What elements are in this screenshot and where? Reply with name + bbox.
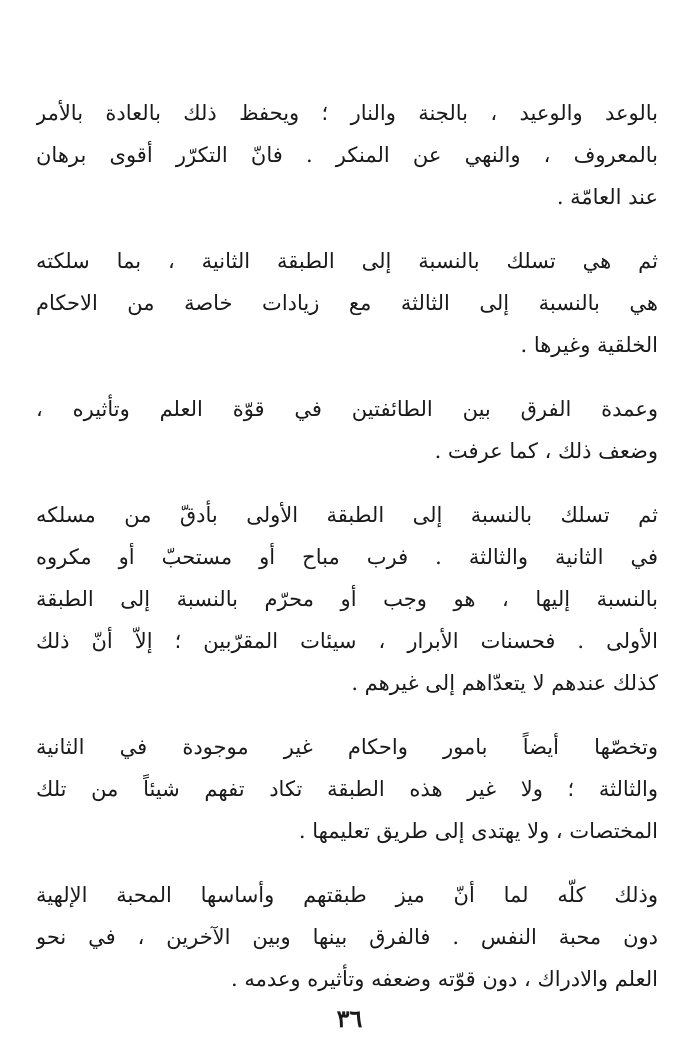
paragraph-1	[36, 92, 658, 218]
paragraph-2	[36, 240, 658, 366]
text-line: الخلقية وغيرها .	[520, 333, 658, 357]
text-line: عند العامّة .	[556, 185, 658, 209]
page-body	[36, 92, 658, 1022]
text-line: هي بالنسبة إلى الثالثة مع زيادات خاصة من الاحكام	[36, 291, 658, 315]
text-line: والثالثة ؛ ولا غير هذه الطبقة تكاد تفهم شيئاً من تلك	[36, 777, 658, 801]
text-line: بالوعد والوعيد ، بالجنة والنار ؛ ويحفظ ذلك بالعادة بالأمر	[36, 101, 658, 125]
text-line: الأولى . فحسنات الأبرار ، سيئات المقرّبين ؛ إلاّ أنّ ذلك	[36, 629, 658, 653]
text-line: وتخصّها أيضاً بامور واحكام غير موجودة في الثانية	[36, 735, 658, 759]
text-line: في الثانية والثالثة . فرب مباح أو مستحبّ أو مكروه	[36, 545, 658, 569]
text-line: العلم والادراك ، دون قوّته وضعفه وتأثيره وعدمه .	[231, 967, 658, 991]
text-line: بالمعروف ، والنهي عن المنكر . فانّ التكرّر أقوى برهان	[36, 143, 658, 167]
paragraph-4	[36, 494, 658, 704]
paragraph-6	[36, 874, 658, 1000]
text-line: المختصات ، ولا يهتدى إلى طريق تعليمها .	[298, 819, 658, 843]
page-number: ٣٦	[336, 1004, 363, 1033]
text-line: وضعف ذلك ، كما عرفت .	[434, 439, 658, 463]
paragraph-5	[36, 726, 658, 852]
text-line: دون محبة النفس . فالفرق بينها وبين الآخرين ، في نحو	[36, 925, 658, 949]
text-line: وعمدة الفرق بين الطائفتين في قوّة العلم وتأثيره ،	[36, 397, 658, 421]
text-line: ثم تسلك بالنسبة إلى الطبقة الأولى بأدقّ من مسلكه	[36, 503, 658, 527]
text-line: وذلك كلّه لما أنّ ميز طبقتهم وأساسها المحبة الإلهية	[36, 883, 658, 907]
paragraph-3	[36, 388, 658, 472]
text-line: بالنسبة إليها ، هو وجب أو محرّم بالنسبة إلى الطبقة	[36, 587, 658, 611]
text-line: ثم هي تسلك بالنسبة إلى الطبقة الثانية ، بما سلكته	[36, 249, 658, 273]
text-line: كذلك عندهم لا يتعدّاهم إلى غيرهم .	[351, 671, 658, 695]
